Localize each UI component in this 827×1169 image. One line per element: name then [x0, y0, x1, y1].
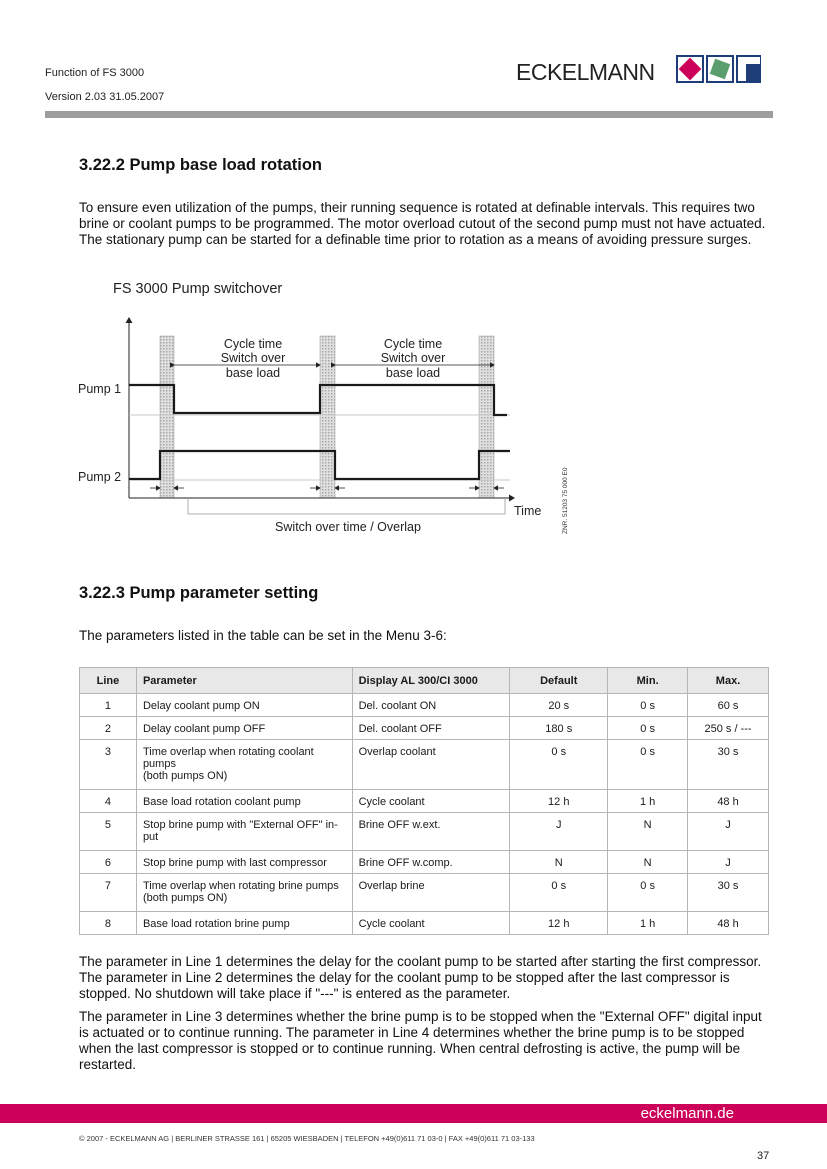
cell-min: 1 h [608, 912, 688, 935]
switchover-band-2 [320, 336, 335, 498]
cell-max: 60 s [688, 694, 769, 717]
diagram-reference: ZNR. 51203 75 000 E0 [562, 467, 569, 534]
cell-display: Brine OFF w.ext. [352, 813, 510, 851]
cell-line: 8 [80, 912, 137, 935]
cell-max: 48 h [688, 790, 769, 813]
section-heading-pump-rotation: 3.22.2 Pump base load rotation [79, 156, 322, 174]
col-header-line: Line [80, 668, 137, 694]
cell-max: 30 s [688, 874, 769, 912]
col-header-display: Display AL 300/CI 3000 [352, 668, 510, 694]
table-row [80, 813, 769, 851]
cell-parameter: Base load rotation brine pump [136, 912, 352, 935]
col-header-parameter: Parameter [136, 668, 352, 694]
cell-default: 12 h [510, 912, 608, 935]
cell-default: N [510, 851, 608, 874]
paragraph-line3-line4: The parameter in Line 3 determines whether the brine pump is to be stopped when the "External OFF" digital input is actuated or to continue running. The parameter in Line 4 determines whether the brine pump is to be stopped when the last compressor is stopped or to continue running. When central defrosting is active, the pump will be restarted. [79, 1009, 762, 1072]
section-intro-pump-parameters: The parameters listed in the table can be set in the Menu 3-6: [79, 628, 447, 643]
overlap-bracket [188, 498, 505, 514]
cell-display: Cycle coolant [352, 912, 510, 935]
parameter-table [79, 667, 769, 935]
header-divider [45, 111, 773, 118]
cell-display: Cycle coolant [352, 790, 510, 813]
cell-parameter: Stop brine pump with last compressor [136, 851, 352, 874]
cycle-label-2-line1: Cycle time [383, 337, 443, 351]
cell-display: Overlap brine [352, 874, 510, 912]
overlap-label: Switch over time / Overlap [275, 520, 421, 534]
time-axis-label: Time [514, 504, 542, 518]
cell-min: 0 s [608, 874, 688, 912]
pump1-trace [129, 385, 507, 415]
cell-parameter: Time overlap when rotating brine pumps (both pumps ON) [136, 874, 352, 912]
logo-block-blue [746, 64, 761, 82]
table-row [80, 851, 769, 874]
table-row [80, 694, 769, 717]
cell-line: 7 [80, 874, 137, 912]
cell-line: 5 [80, 813, 137, 851]
cell-parameter: Delay coolant pump ON [136, 694, 352, 717]
table-row [80, 717, 769, 740]
cell-default: 0 s [510, 740, 608, 790]
table-row [80, 790, 769, 813]
cell-line: 2 [80, 717, 137, 740]
cell-line: 1 [80, 694, 137, 717]
cell-min: 1 h [608, 790, 688, 813]
section-intro-pump-rotation: To ensure even utilization of the pumps, their running sequence is rotated at definable intervals. This requires two brine or coolant pumps to be programmed. The motor overload cutout of the second pump must not have actuated. The stationary pump can be started for a definable time prior to rotation as a means of avoiding pressure surges. [79, 200, 766, 247]
switchover-band-3 [479, 336, 494, 498]
cell-default: 20 s [510, 694, 608, 717]
cycle-label-1-line3: base load [225, 366, 281, 380]
cell-display: Brine OFF w.comp. [352, 851, 510, 874]
cell-max: 250 s / --- [688, 717, 769, 740]
cell-default: 12 h [510, 790, 608, 813]
pump1-label: Pump 1 [78, 382, 122, 396]
eckelmann-logo [516, 54, 761, 86]
col-header-min: Min. [608, 668, 688, 694]
switchover-band-1 [160, 336, 174, 498]
page-number: 37 [757, 1150, 770, 1162]
col-header-max: Max. [688, 668, 769, 694]
cell-max: J [688, 851, 769, 874]
cell-min: 0 s [608, 717, 688, 740]
cell-display: Overlap coolant [352, 740, 510, 790]
cell-parameter: Base load rotation coolant pump [136, 790, 352, 813]
cell-max: 30 s [688, 740, 769, 790]
section-heading-pump-parameters: 3.22.3 Pump parameter setting [79, 584, 319, 602]
col-header-default: Default [510, 668, 608, 694]
logo-diamond-red [679, 58, 702, 81]
document-version: Version 2.03 31.05.2007 [45, 91, 165, 103]
cell-min: 0 s [608, 740, 688, 790]
cell-min: N [608, 813, 688, 851]
cell-default: 0 s [510, 874, 608, 912]
cell-max: 48 h [688, 912, 769, 935]
diagram-title: FS 3000 Pump switchover [113, 281, 283, 297]
footer-website: eckelmann.de [640, 1105, 734, 1122]
cycle-label-1-line1: Cycle time [223, 337, 283, 351]
cycle-label-2-line3: base load [385, 366, 441, 380]
cell-line: 6 [80, 851, 137, 874]
cell-line: 3 [80, 740, 137, 790]
logo-diamond-green [710, 59, 731, 80]
table-row [80, 874, 769, 912]
cycle-label-1-line2: Switch over [220, 351, 286, 365]
cell-display: Del. coolant ON [352, 694, 510, 717]
cell-display: Del. coolant OFF [352, 717, 510, 740]
table-row [80, 740, 769, 790]
paragraph-line1-line2: The parameter in Line 1 determines the delay for the coolant pump to be started after starting the first compressor. The parameter in Line 2 determines the delay for the coolant pump to be stopped after the last compressor is stopped. No shutdown will take place if "---" is entered as the parameter. [79, 954, 762, 1001]
cell-default: 180 s [510, 717, 608, 740]
cell-min: N [608, 851, 688, 874]
table-row [80, 912, 769, 935]
logo-text: ECKELMANN [516, 59, 655, 85]
cycle-label-2-line2: Switch over [380, 351, 446, 365]
pump2-label: Pump 2 [78, 470, 122, 484]
cell-parameter: Delay coolant pump OFF [136, 717, 352, 740]
cell-parameter: Stop brine pump with "External OFF" in- put [136, 813, 352, 851]
document-title: Function of FS 3000 [45, 67, 145, 79]
table-header-row [80, 668, 769, 694]
cell-line: 4 [80, 790, 137, 813]
cell-parameter: Time overlap when rotating coolant pumps (both pumps ON) [136, 740, 352, 790]
pump2-trace [129, 451, 510, 479]
cell-default: J [510, 813, 608, 851]
footer-address: © 2007 - ECKELMANN AG | BERLINER STRASSE 161 | 65205 WIESBADEN | TELEFON +49(0)611 71 03-0 | FAX +49(0)611 71 03-133 [79, 1134, 535, 1143]
pump-switchover-diagram [70, 312, 580, 550]
cell-max: J [688, 813, 769, 851]
cell-min: 0 s [608, 694, 688, 717]
